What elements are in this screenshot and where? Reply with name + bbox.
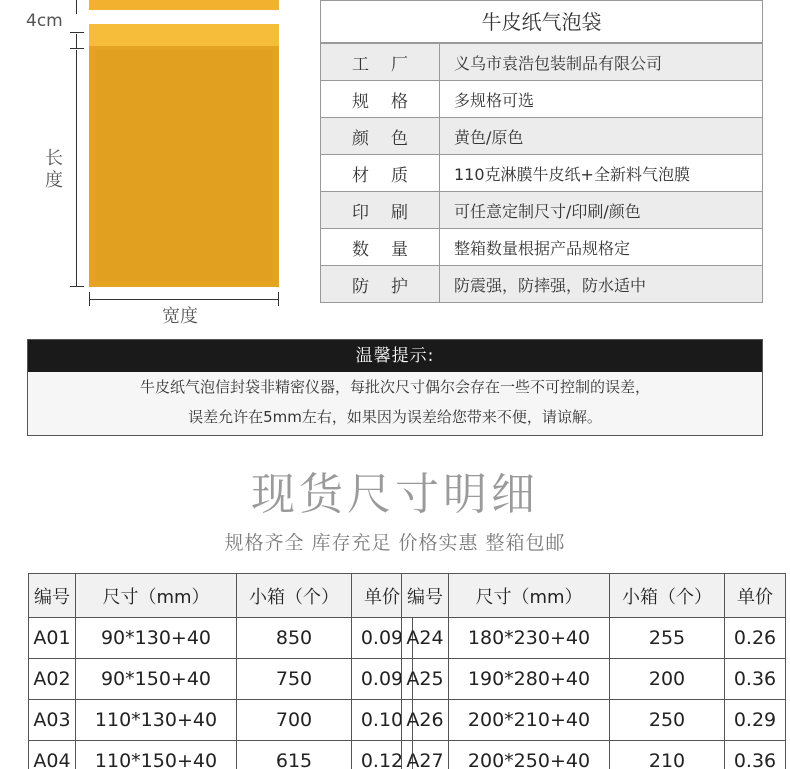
spec-row <box>321 191 762 228</box>
depth-tick-end <box>70 48 84 49</box>
cell-code: A02 <box>29 659 76 700</box>
spec-key: 材质 <box>321 155 440 191</box>
section-title: 现货尺寸明细 <box>251 469 539 520</box>
notice-box <box>27 339 763 436</box>
header-box: 小箱（个） <box>237 574 352 618</box>
spec-value: 整箱数量根据产品规格定 <box>454 238 631 258</box>
header-price: 单价 <box>725 574 786 618</box>
cell-code: A27 <box>402 741 449 769</box>
cell-price: 0.09 <box>352 618 413 659</box>
cell-code: A24 <box>402 618 449 659</box>
spec-row <box>321 43 762 80</box>
spec-value: 义乌市袁浩包装制品有限公司 <box>454 53 663 73</box>
cell-size: 200*250+40 <box>449 741 610 769</box>
table-row <box>402 618 786 659</box>
cell-box: 750 <box>237 659 352 700</box>
table-header-row <box>402 574 786 618</box>
cell-size: 180*230+40 <box>449 618 610 659</box>
spec-key: 印刷 <box>321 192 440 228</box>
spec-key: 工厂 <box>321 44 440 80</box>
cell-box: 615 <box>237 741 352 769</box>
spec-row <box>321 117 762 154</box>
spec-value: 可任意定制尺寸/印刷/颜色 <box>454 201 641 221</box>
cell-code: A26 <box>402 700 449 741</box>
spec-title: 牛皮纸气泡袋 <box>321 1 762 43</box>
header-code: 编号 <box>29 574 76 618</box>
cell-box: 200 <box>610 659 725 700</box>
table-row <box>29 659 413 700</box>
cell-price: 0.10 <box>352 700 413 741</box>
cell-size: 90*150+40 <box>76 659 237 700</box>
cell-price: 0.12 <box>352 741 413 769</box>
cell-box: 210 <box>610 741 725 769</box>
spec-row <box>321 80 762 117</box>
envelope-body <box>89 24 279 287</box>
cell-price: 0.26 <box>725 618 786 659</box>
header-code: 编号 <box>402 574 449 618</box>
cell-size: 110*130+40 <box>76 700 237 741</box>
cell-box: 250 <box>610 700 725 741</box>
header-size: 尺寸（mm） <box>76 574 237 618</box>
width-label: 宽度 <box>162 306 198 327</box>
spec-row <box>321 154 762 191</box>
spec-table <box>320 0 763 303</box>
length-tick-end <box>70 286 84 287</box>
cell-box: 850 <box>237 618 352 659</box>
depth-tick-top <box>76 0 77 14</box>
spec-rows <box>321 43 762 302</box>
envelope-face <box>95 50 273 281</box>
spec-key: 规格 <box>321 81 440 117</box>
size-table-right <box>401 573 786 769</box>
spec-row <box>321 228 762 265</box>
table-row <box>29 741 413 769</box>
cell-code: A25 <box>402 659 449 700</box>
table-row <box>402 700 786 741</box>
cell-code: A03 <box>29 700 76 741</box>
depth-tick-mid <box>70 32 84 33</box>
header-size: 尺寸（mm） <box>449 574 610 618</box>
cell-size: 90*130+40 <box>76 618 237 659</box>
notice-line-2: 误差允许在5mm左右，如果因为误差给您带来不便，请谅解。 <box>188 408 602 426</box>
spec-key: 数量 <box>321 229 440 265</box>
header-box: 小箱（个） <box>610 574 725 618</box>
spec-value: 110克淋膜牛皮纸+全新料气泡膜 <box>454 164 690 184</box>
cell-price: 0.09 <box>352 659 413 700</box>
notice-line-1: 牛皮纸气泡信封袋非精密仪器，每批次尺寸偶尔会存在一些不可控制的误差， <box>139 378 650 396</box>
spec-key: 颜色 <box>321 118 440 154</box>
spec-key: 防护 <box>321 266 440 302</box>
spec-value: 多规格可选 <box>454 90 535 110</box>
spec-value: 黄色/原色 <box>454 127 524 147</box>
cell-size: 200*210+40 <box>449 700 610 741</box>
cell-code: A01 <box>29 618 76 659</box>
section-subtitle: 规格齐全 库存充足 价格实惠 整箱包邮 <box>224 532 566 554</box>
cell-price: 0.36 <box>725 659 786 700</box>
depth-tick-bottom <box>76 34 77 48</box>
spec-row <box>321 265 762 302</box>
table-row <box>402 659 786 700</box>
cell-code: A04 <box>29 741 76 769</box>
cell-size: 190*280+40 <box>449 659 610 700</box>
table-header-row <box>29 574 413 618</box>
cell-box: 700 <box>237 700 352 741</box>
table-row <box>29 700 413 741</box>
spec-value: 防震强，防摔强，防水适中 <box>454 275 647 295</box>
length-line <box>76 50 77 286</box>
size-table-left <box>28 573 413 769</box>
notice-title: 温馨提示: <box>28 340 762 372</box>
envelope-flap <box>89 24 279 46</box>
table-row <box>402 741 786 769</box>
width-line <box>89 299 279 300</box>
length-label: 长度 <box>45 148 63 191</box>
envelope-top-strip <box>89 0 279 10</box>
cell-size: 110*150+40 <box>76 741 237 769</box>
table-row <box>29 618 413 659</box>
header-price: 单价 <box>352 574 413 618</box>
cell-price: 0.29 <box>725 700 786 741</box>
depth-label: 4cm <box>26 11 63 31</box>
cell-box: 255 <box>610 618 725 659</box>
cell-price: 0.36 <box>725 741 786 769</box>
